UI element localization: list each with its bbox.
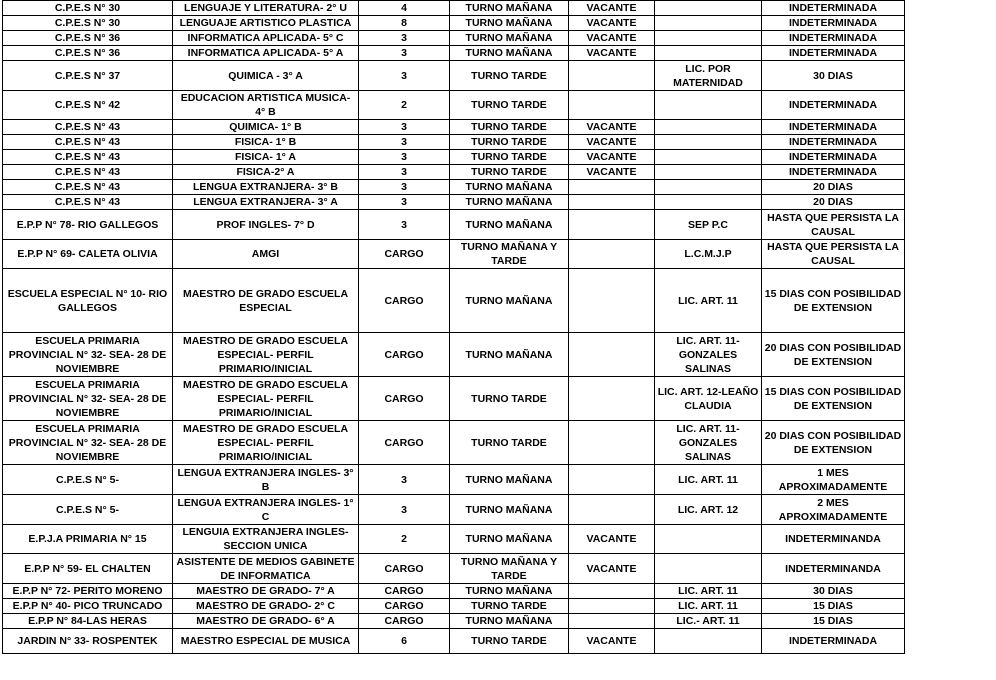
cell-subject: MAESTRO DE GRADO- 6° A bbox=[173, 614, 359, 629]
table-row bbox=[3, 465, 905, 495]
cell-reason bbox=[655, 180, 762, 195]
cell-school: C.P.E.S N° 42 bbox=[3, 91, 173, 120]
cell-status bbox=[569, 240, 655, 269]
cell-hours: 2 bbox=[359, 525, 450, 554]
table-row bbox=[3, 180, 905, 195]
table-row bbox=[3, 495, 905, 525]
cell-status bbox=[569, 61, 655, 91]
table-row bbox=[3, 165, 905, 180]
cell-school: C.P.E.S N° 43 bbox=[3, 135, 173, 150]
cell-duration: 20 DIAS bbox=[762, 180, 905, 195]
cell-school: E.P.P N° 59- EL CHALTEN bbox=[3, 554, 173, 584]
cell-duration: 15 DIAS CON POSIBILIDAD DE EXTENSION bbox=[762, 377, 905, 421]
cell-reason bbox=[655, 91, 762, 120]
cell-status: VACANTE bbox=[569, 165, 655, 180]
cell-hours: CARGO bbox=[359, 377, 450, 421]
table-row bbox=[3, 614, 905, 629]
cell-subject: FISICA- 1° A bbox=[173, 150, 359, 165]
cell-hours: 3 bbox=[359, 495, 450, 525]
cell-subject: FISICA-2° A bbox=[173, 165, 359, 180]
cell-reason: LIC. ART. 11 bbox=[655, 465, 762, 495]
cell-hours: 3 bbox=[359, 135, 450, 150]
cell-school: C.P.E.S N° 5- bbox=[3, 495, 173, 525]
cell-shift: TURNO TARDE bbox=[450, 135, 569, 150]
cell-reason: LIC. ART. 11- GONZALES SALINAS bbox=[655, 333, 762, 377]
cell-shift: TURNO MAÑANA bbox=[450, 614, 569, 629]
cell-shift: TURNO TARDE bbox=[450, 421, 569, 465]
cell-reason bbox=[655, 525, 762, 554]
cell-hours: CARGO bbox=[359, 554, 450, 584]
cell-school: C.P.E.S N° 37 bbox=[3, 61, 173, 91]
cell-status bbox=[569, 210, 655, 240]
table-row bbox=[3, 31, 905, 46]
cell-subject: MAESTRO DE GRADO ESCUELA ESPECIAL- PERFIL PRIMARIO/INICIAL bbox=[173, 377, 359, 421]
cell-subject: MAESTRO DE GRADO- 7° A bbox=[173, 584, 359, 599]
cell-hours: CARGO bbox=[359, 584, 450, 599]
cell-shift: TURNO TARDE bbox=[450, 91, 569, 120]
cell-reason: L.C.M.J.P bbox=[655, 240, 762, 269]
cell-subject: LENGUAJE Y LITERATURA- 2° U bbox=[173, 1, 359, 16]
cell-duration: INDETERMINANDA bbox=[762, 525, 905, 554]
cell-hours: CARGO bbox=[359, 333, 450, 377]
cell-reason bbox=[655, 165, 762, 180]
cell-school: E.P.P N° 40- PICO TRUNCADO bbox=[3, 599, 173, 614]
cell-status bbox=[569, 377, 655, 421]
cell-reason bbox=[655, 150, 762, 165]
cell-duration: 20 DIAS CON POSIBILIDAD DE EXTENSION bbox=[762, 421, 905, 465]
cell-shift: TURNO MAÑANA bbox=[450, 269, 569, 333]
cell-shift: TURNO TARDE bbox=[450, 120, 569, 135]
cell-school: E.P.P N° 69- CALETA OLIVIA bbox=[3, 240, 173, 269]
cell-duration: INDETERMINADA bbox=[762, 31, 905, 46]
cell-duration: INDETERMINADA bbox=[762, 150, 905, 165]
cell-hours: 3 bbox=[359, 61, 450, 91]
cell-hours: 8 bbox=[359, 16, 450, 31]
cell-duration: 15 DIAS CON POSIBILIDAD DE EXTENSION bbox=[762, 269, 905, 333]
cell-subject: AMGI bbox=[173, 240, 359, 269]
table-row bbox=[3, 599, 905, 614]
cell-reason bbox=[655, 135, 762, 150]
cell-hours: 3 bbox=[359, 46, 450, 61]
cell-status: VACANTE bbox=[569, 554, 655, 584]
cell-duration: 15 DIAS bbox=[762, 599, 905, 614]
table-row bbox=[3, 377, 905, 421]
cell-status bbox=[569, 269, 655, 333]
cell-status: VACANTE bbox=[569, 525, 655, 554]
cell-reason bbox=[655, 554, 762, 584]
cell-duration: HASTA QUE PERSISTA LA CAUSAL bbox=[762, 210, 905, 240]
cell-subject: LENGUA EXTRANJERA INGLES- 1° C bbox=[173, 495, 359, 525]
table-row bbox=[3, 210, 905, 240]
cell-school: C.P.E.S N° 43 bbox=[3, 180, 173, 195]
table-row bbox=[3, 91, 905, 120]
table-row bbox=[3, 61, 905, 91]
cell-school: C.P.E.S N° 43 bbox=[3, 120, 173, 135]
cell-reason bbox=[655, 46, 762, 61]
cell-status bbox=[569, 195, 655, 210]
cell-reason bbox=[655, 16, 762, 31]
cell-shift: TURNO TARDE bbox=[450, 377, 569, 421]
cell-subject: INFORMATICA APLICADA- 5° A bbox=[173, 46, 359, 61]
cell-shift: TURNO MAÑANA bbox=[450, 46, 569, 61]
cell-reason: LIC.- ART. 11 bbox=[655, 614, 762, 629]
cell-duration: INDETERMINADA bbox=[762, 91, 905, 120]
cell-status bbox=[569, 614, 655, 629]
cell-reason bbox=[655, 1, 762, 16]
cell-school: C.P.E.S N° 30 bbox=[3, 16, 173, 31]
cell-subject: LENGUIA EXTRANJERA INGLES- SECCION UNICA bbox=[173, 525, 359, 554]
cell-duration: INDETERMINANDA bbox=[762, 554, 905, 584]
cell-status: VACANTE bbox=[569, 16, 655, 31]
cell-subject: LENGUA EXTRANJERA- 3° B bbox=[173, 180, 359, 195]
cell-school: E.P.J.A PRIMARIA N° 15 bbox=[3, 525, 173, 554]
cell-school: C.P.E.S N° 43 bbox=[3, 150, 173, 165]
cell-hours: 3 bbox=[359, 31, 450, 46]
cell-duration: INDETERMINADA bbox=[762, 120, 905, 135]
cell-school: C.P.E.S N° 36 bbox=[3, 31, 173, 46]
cell-duration: 30 DIAS bbox=[762, 584, 905, 599]
cell-reason: LIC. ART. 11- GONZALES SALINAS bbox=[655, 421, 762, 465]
cell-subject: QUIMICA- 1° B bbox=[173, 120, 359, 135]
cell-reason: LIC. ART. 11 bbox=[655, 584, 762, 599]
table-row bbox=[3, 135, 905, 150]
cell-shift: TURNO MAÑANA bbox=[450, 31, 569, 46]
cell-status: VACANTE bbox=[569, 150, 655, 165]
cell-status bbox=[569, 333, 655, 377]
cell-hours: CARGO bbox=[359, 421, 450, 465]
cell-duration: INDETERMINADA bbox=[762, 1, 905, 16]
cell-hours: 2 bbox=[359, 91, 450, 120]
cell-subject: QUIMICA - 3° A bbox=[173, 61, 359, 91]
table-row bbox=[3, 554, 905, 584]
table-row bbox=[3, 421, 905, 465]
cell-subject: FISICA- 1° B bbox=[173, 135, 359, 150]
cell-shift: TURNO MAÑANA bbox=[450, 1, 569, 16]
table-row bbox=[3, 240, 905, 269]
cell-shift: TURNO TARDE bbox=[450, 61, 569, 91]
cell-subject: MAESTRO ESPECIAL DE MUSICA bbox=[173, 629, 359, 654]
cell-status bbox=[569, 584, 655, 599]
cell-reason bbox=[655, 195, 762, 210]
cell-school: C.P.E.S N° 43 bbox=[3, 165, 173, 180]
cell-duration: 30 DIAS bbox=[762, 61, 905, 91]
cell-reason: LIC. POR MATERNIDAD bbox=[655, 61, 762, 91]
cell-status bbox=[569, 180, 655, 195]
cell-hours: 6 bbox=[359, 629, 450, 654]
cell-reason: SEP P.C bbox=[655, 210, 762, 240]
cell-shift: TURNO MAÑANA Y TARDE bbox=[450, 240, 569, 269]
cell-status bbox=[569, 599, 655, 614]
cell-shift: TURNO TARDE bbox=[450, 629, 569, 654]
table-body bbox=[3, 1, 905, 654]
cell-school: ESCUELA PRIMARIA PROVINCIAL N° 32- SEA- 28 DE NOVIEMBRE bbox=[3, 333, 173, 377]
cell-duration: 20 DIAS CON POSIBILIDAD DE EXTENSION bbox=[762, 333, 905, 377]
table-row bbox=[3, 16, 905, 31]
cell-school: ESCUELA PRIMARIA PROVINCIAL N° 32- SEA- 28 DE NOVIEMBRE bbox=[3, 377, 173, 421]
cell-hours: 3 bbox=[359, 465, 450, 495]
cell-shift: TURNO TARDE bbox=[450, 165, 569, 180]
cell-school: C.P.E.S N° 43 bbox=[3, 195, 173, 210]
cell-shift: TURNO MAÑANA bbox=[450, 333, 569, 377]
cell-subject: EDUCACION ARTISTICA MUSICA- 4° B bbox=[173, 91, 359, 120]
cell-status bbox=[569, 465, 655, 495]
cell-hours: 3 bbox=[359, 165, 450, 180]
cell-status: VACANTE bbox=[569, 135, 655, 150]
cell-reason: LIC. ART. 12-LEAÑO CLAUDIA bbox=[655, 377, 762, 421]
cell-hours: 4 bbox=[359, 1, 450, 16]
cell-status: VACANTE bbox=[569, 46, 655, 61]
cell-hours: CARGO bbox=[359, 614, 450, 629]
cell-subject: MAESTRO DE GRADO- 2° C bbox=[173, 599, 359, 614]
cell-subject: ASISTENTE DE MEDIOS GABINETE DE INFORMATICA bbox=[173, 554, 359, 584]
cell-school: C.P.E.S N° 36 bbox=[3, 46, 173, 61]
cell-reason: LIC. ART. 12 bbox=[655, 495, 762, 525]
cell-status: VACANTE bbox=[569, 1, 655, 16]
table-row bbox=[3, 525, 905, 554]
cell-school: C.P.E.S N° 30 bbox=[3, 1, 173, 16]
cell-subject: MAESTRO DE GRADO ESCUELA ESPECIAL bbox=[173, 269, 359, 333]
cell-hours: 3 bbox=[359, 120, 450, 135]
cell-duration: INDETERMINADA bbox=[762, 135, 905, 150]
cell-hours: CARGO bbox=[359, 240, 450, 269]
cell-reason: LIC. ART. 11 bbox=[655, 599, 762, 614]
cell-reason bbox=[655, 629, 762, 654]
table-row bbox=[3, 1, 905, 16]
cell-shift: TURNO MAÑANA bbox=[450, 195, 569, 210]
cell-hours: CARGO bbox=[359, 269, 450, 333]
cell-status bbox=[569, 91, 655, 120]
cell-hours: 3 bbox=[359, 195, 450, 210]
cell-shift: TURNO MAÑANA bbox=[450, 584, 569, 599]
cell-subject: LENGUA EXTRANJERA- 3° A bbox=[173, 195, 359, 210]
table-row bbox=[3, 269, 905, 333]
cell-school: ESCUELA ESPECIAL N° 10- RIO GALLEGOS bbox=[3, 269, 173, 333]
cell-shift: TURNO MAÑANA bbox=[450, 180, 569, 195]
table-row bbox=[3, 150, 905, 165]
cell-shift: TURNO MAÑANA bbox=[450, 525, 569, 554]
cell-reason bbox=[655, 120, 762, 135]
cell-school: E.P.P N° 84-LAS HERAS bbox=[3, 614, 173, 629]
cell-subject: MAESTRO DE GRADO ESCUELA ESPECIAL- PERFIL PRIMARIO/INICIAL bbox=[173, 421, 359, 465]
cell-shift: TURNO MAÑANA bbox=[450, 465, 569, 495]
cell-hours: CARGO bbox=[359, 599, 450, 614]
cell-hours: 3 bbox=[359, 150, 450, 165]
cell-duration: 2 MES APROXIMADAMENTE bbox=[762, 495, 905, 525]
cell-school: C.P.E.S N° 5- bbox=[3, 465, 173, 495]
cell-subject: PROF INGLES- 7° D bbox=[173, 210, 359, 240]
cell-duration: 20 DIAS bbox=[762, 195, 905, 210]
vacancies-table bbox=[2, 0, 905, 654]
cell-duration: 15 DIAS bbox=[762, 614, 905, 629]
table-row bbox=[3, 195, 905, 210]
cell-reason: LIC. ART. 11 bbox=[655, 269, 762, 333]
cell-status: VACANTE bbox=[569, 120, 655, 135]
cell-duration: INDETERMINADA bbox=[762, 46, 905, 61]
table-row bbox=[3, 629, 905, 654]
cell-duration: INDETERMINADA bbox=[762, 165, 905, 180]
cell-shift: TURNO MAÑANA Y TARDE bbox=[450, 554, 569, 584]
cell-hours: 3 bbox=[359, 180, 450, 195]
cell-status: VACANTE bbox=[569, 31, 655, 46]
cell-duration: HASTA QUE PERSISTA LA CAUSAL bbox=[762, 240, 905, 269]
cell-shift: TURNO TARDE bbox=[450, 150, 569, 165]
cell-shift: TURNO MAÑANA bbox=[450, 210, 569, 240]
table-row bbox=[3, 120, 905, 135]
cell-school: E.P.P N° 78- RIO GALLEGOS bbox=[3, 210, 173, 240]
cell-shift: TURNO TARDE bbox=[450, 599, 569, 614]
cell-school: E.P.P N° 72- PERITO MORENO bbox=[3, 584, 173, 599]
cell-duration: INDETERMINADA bbox=[762, 16, 905, 31]
cell-subject: INFORMATICA APLICADA- 5° C bbox=[173, 31, 359, 46]
cell-shift: TURNO MAÑANA bbox=[450, 16, 569, 31]
cell-reason bbox=[655, 31, 762, 46]
table-row bbox=[3, 333, 905, 377]
cell-shift: TURNO MAÑANA bbox=[450, 495, 569, 525]
cell-status: VACANTE bbox=[569, 629, 655, 654]
cell-subject: LENGUAJE ARTISTICO PLASTICA bbox=[173, 16, 359, 31]
cell-duration: INDETERMINADA bbox=[762, 629, 905, 654]
cell-duration: 1 MES APROXIMADAMENTE bbox=[762, 465, 905, 495]
cell-subject: LENGUA EXTRANJERA INGLES- 3° B bbox=[173, 465, 359, 495]
table-row bbox=[3, 46, 905, 61]
cell-subject: MAESTRO DE GRADO ESCUELA ESPECIAL- PERFIL PRIMARIO/INICIAL bbox=[173, 333, 359, 377]
cell-status bbox=[569, 495, 655, 525]
cell-school: JARDIN N° 33- ROSPENTEK bbox=[3, 629, 173, 654]
table-row bbox=[3, 584, 905, 599]
cell-school: ESCUELA PRIMARIA PROVINCIAL N° 32- SEA- 28 DE NOVIEMBRE bbox=[3, 421, 173, 465]
cell-hours: 3 bbox=[359, 210, 450, 240]
cell-status bbox=[569, 421, 655, 465]
